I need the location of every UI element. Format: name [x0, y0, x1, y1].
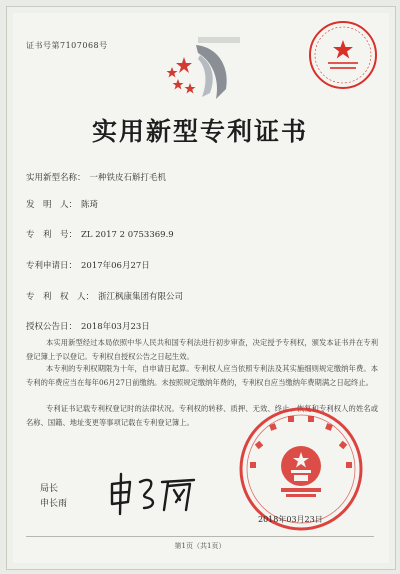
field-label: 发 明 人：	[26, 200, 78, 210]
page-footer: 第1页（共1页）	[174, 542, 226, 550]
field-grant-date	[26, 320, 150, 332]
handwritten-signature-icon	[106, 470, 198, 516]
certificate-title: 实用新型专利证书	[91, 117, 308, 146]
bureau-name: 申长雨	[40, 499, 68, 509]
field-filing-date	[26, 259, 150, 271]
official-seal-icon	[306, 18, 380, 92]
patent-office-emblem-icon	[160, 37, 240, 107]
field-value: 浙江枫康集团有限公司	[98, 292, 184, 302]
field-label: 专利申请日：	[26, 261, 78, 271]
field-value: 陈琦	[81, 200, 99, 210]
certificate-number: 证书号第7107068号	[26, 41, 108, 50]
body-paragraph: 专利证书记载专利权登记时的法律状况。专利权的转移、质押、无效、终止、恢复和专利权人的姓名或名称、国籍、地址变更等事项记载在专利登记簿上。	[26, 404, 378, 427]
field-value: 2018年03月23日	[81, 322, 150, 332]
field-value: 2017年06月27日	[81, 261, 150, 271]
field-label: 专 利 号：	[26, 230, 78, 240]
field-label: 实用新型名称：	[26, 173, 86, 183]
bureau-signatory	[40, 482, 67, 512]
field-inventor	[26, 198, 98, 210]
field-value: ZL 2017 2 0753369.9	[81, 230, 174, 240]
field-label: 授权公告日：	[26, 322, 78, 332]
stamp-date: 2018年03月23日	[258, 515, 323, 524]
field-label: 专 利 权 人：	[26, 292, 95, 302]
field-utility-model-name	[26, 171, 166, 183]
field-patent-number	[26, 228, 174, 240]
field-value: 一种铁皮石斛打毛机	[89, 173, 167, 183]
field-patentee	[26, 290, 183, 302]
body-paragraph: 本实用新型经过本局依照中华人民共和国专利法进行初步审查，决定授予专利权，颁发本证书并在专利登记簿上予以登记。专利权自授权公告之日起生效。	[26, 338, 378, 361]
bureau-title: 局长	[40, 484, 59, 494]
footer-divider	[26, 536, 374, 537]
body-paragraph: 本专利的专利权期限为十年，自申请日起算。专利权人应当依照专利法及其实施细则规定缴纳年费。本专利的年费应当在每年06月27日前缴纳。未按照规定缴纳年费的，专利权自应当缴纳年费期满之日起终止。	[26, 364, 378, 387]
